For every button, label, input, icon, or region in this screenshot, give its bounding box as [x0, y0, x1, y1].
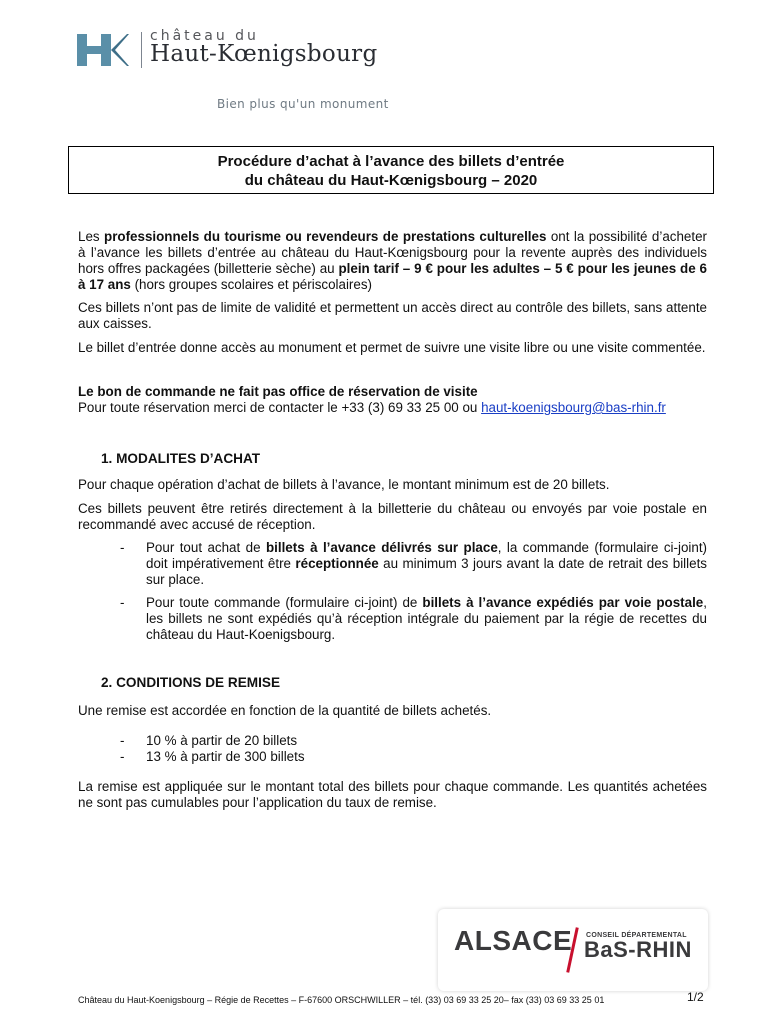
- title-line-1: Procédure d’achat à l’avance des billets d’entrée: [217, 153, 565, 170]
- section-1-list-item-1: [146, 540, 707, 588]
- discount-item-2: 13 % à partir de 300 billets: [146, 749, 305, 764]
- section-1-paragraph-2: Ces billets peuvent être retirés directement à la billetterie du château ou envoyés par voie postale en recommandé avec accusé de réception.: [78, 501, 707, 532]
- section-2-paragraph-2: La remise est appliquée sur le montant total des billets pour chaque commande. Les quantités achetées ne sont pas cumulables pour l’application du taux de remise.: [78, 779, 707, 810]
- section-1-list-item-2: [146, 595, 707, 643]
- alsace-bas-rhin-logo: [438, 909, 708, 991]
- list-dash: -: [120, 733, 125, 748]
- text-run-bold: billets à l’avance expédiés par voie postale: [422, 595, 704, 610]
- contact-text: Pour toute réservation merci de contacter le +33 (3) 69 33 25 00 ou: [78, 400, 482, 415]
- section-1-paragraph-1: Pour chaque opération d’achat de billets à l’avance, le montant minimum est de 20 billets.: [78, 477, 610, 492]
- section-2-heading: 2. CONDITIONS DE REMISE: [101, 675, 281, 690]
- text-run: , la commande (formulaire ci-joint) doit impérativement être: [146, 540, 707, 571]
- text-run-bold: professionnels du tourisme ou revendeurs de prestations culturelles: [104, 229, 547, 244]
- logo-small-text: château du: [150, 28, 259, 44]
- logo-tagline: Bien plus qu'un monument: [217, 97, 389, 111]
- list-dash: -: [120, 540, 125, 555]
- text-run: , les billets ne sont expédiés qu’à réception intégrale du paiement par la régie de recettes du château du Haut-Koenigsbourg.: [146, 595, 707, 642]
- title-line-2: du château du Haut-Kœnigsbourg – 2020: [244, 172, 538, 189]
- text-run: Pour toute commande (formulaire ci-joint) de: [146, 595, 423, 610]
- intro-paragraph-1: [78, 229, 707, 293]
- intro-paragraph-3: Le billet d’entrée donne accès au monument et permet de suivre une visite libre ou une visite commentée.: [78, 340, 706, 355]
- contact-line: [78, 400, 666, 416]
- text-run-bold: billets à l’avance délivrés sur place: [265, 540, 498, 555]
- document-title: [68, 146, 714, 194]
- notice-text: Le bon de commande ne fait pas office de réservation de visite: [78, 384, 478, 399]
- conseil-departemental-text: CONSEIL DÉPARTEMENTAL: [586, 932, 687, 939]
- list-dash: -: [120, 595, 125, 610]
- intro-paragraph-2: Ces billets n’ont pas de limite de validité et permettent un accès direct au contrôle des billets, sans attente aux caisses.: [78, 300, 707, 331]
- page-number: 1/2: [687, 990, 704, 1004]
- contact-email-link[interactable]: haut-koenigsbourg@bas-rhin.fr: [481, 400, 666, 415]
- logo-main-text: Haut-Kœnigsbourg: [150, 41, 378, 67]
- castle-logo-icon: [77, 32, 129, 68]
- discount-item-1: 10 % à partir de 20 billets: [146, 733, 298, 748]
- section-1-heading: 1. MODALITES D’ACHAT: [101, 451, 261, 466]
- text-run: Pour tout achat de: [146, 540, 266, 555]
- text-run: au minimum 3 jours avant la date de retrait des billets sur place.: [146, 556, 707, 587]
- list-dash: -: [120, 749, 125, 764]
- footer-address: Château du Haut-Koenigsbourg – Régie de Recettes – F-67600 ORSCHWILLER – tél. (33) 03 69 33 25 20– fax (33) 03 69 33 25 01: [78, 995, 605, 1005]
- logo-divider: [141, 32, 142, 68]
- alsace-word: ALSACE: [454, 925, 573, 956]
- bas-rhin-text: BaS-RHIN: [584, 937, 692, 962]
- text-run-bold: plein tarif – 9 € pour les adultes – 5 € pour les jeunes de 6 à 17 ans: [78, 261, 707, 292]
- text-run: ont la possibilité d’acheter à l’avance les billets d’entrée au château du Haut-Kœnigsbourg pour la revente auprès des individuels hors offres packagées (billetterie sèche) au: [78, 229, 708, 276]
- section-2-paragraph-1: Une remise est accordée en fonction de la quantité de billets achetés.: [78, 703, 492, 718]
- text-run-bold: réceptionnée: [295, 556, 379, 571]
- text-run: (hors groupes scolaires et périscolaires): [130, 277, 372, 292]
- text-run: Les: [78, 229, 105, 244]
